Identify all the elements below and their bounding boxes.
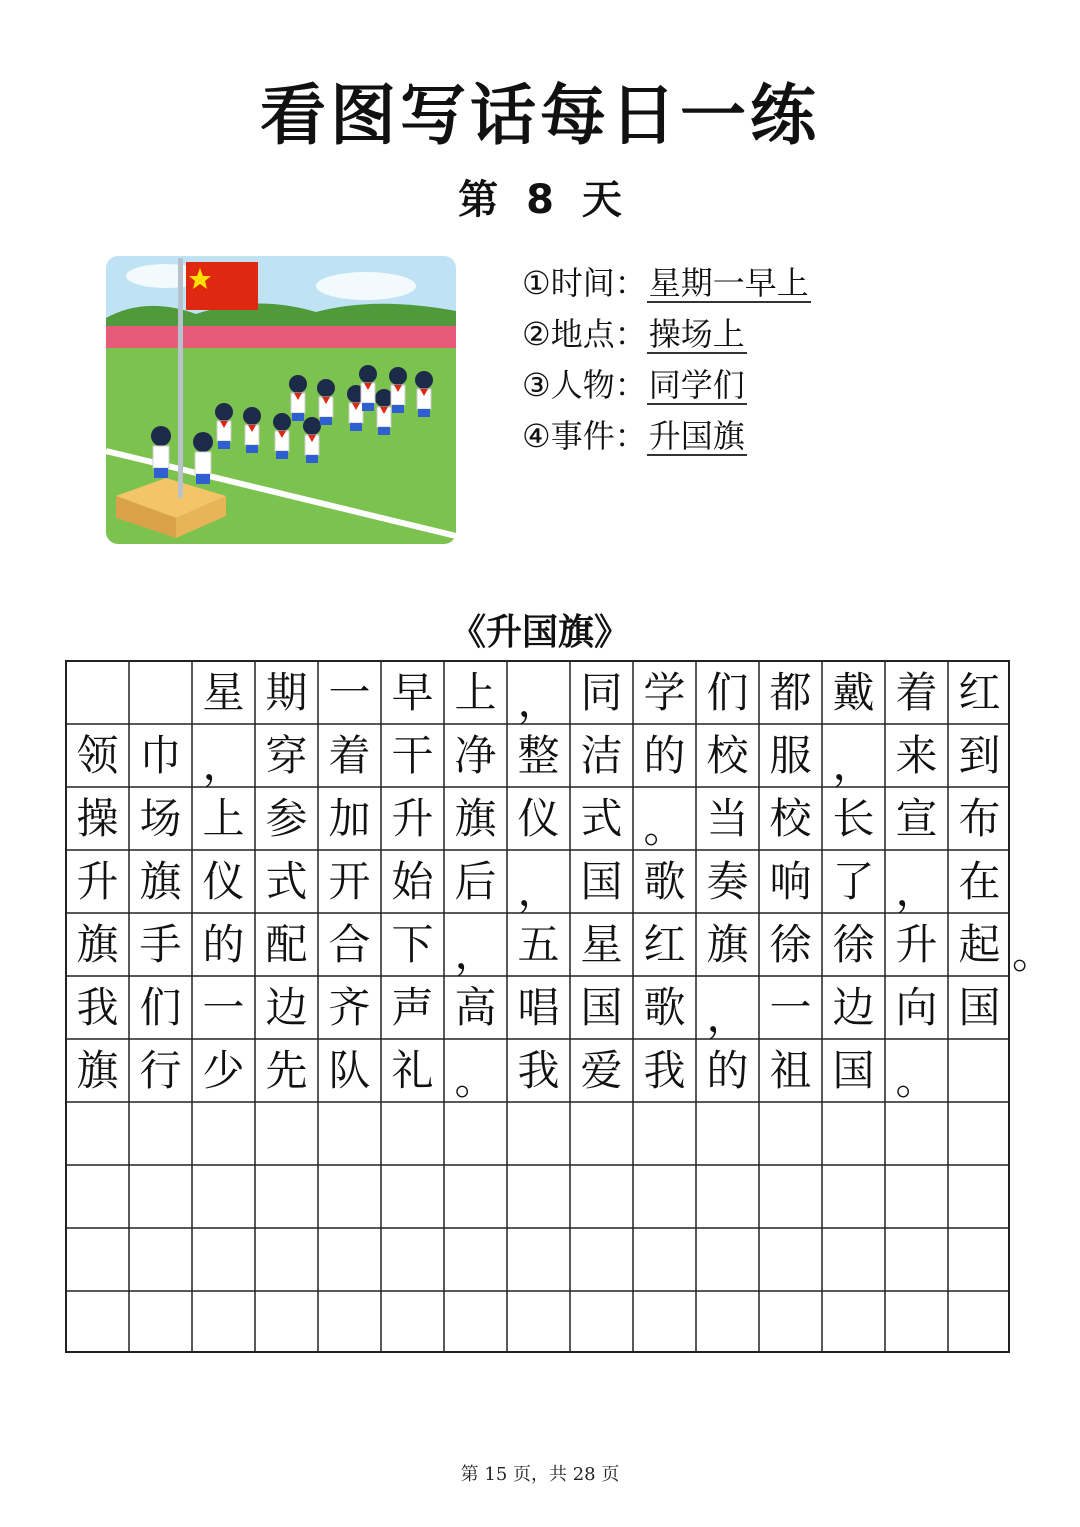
grid-char: 布: [958, 794, 1001, 843]
grid-char: 当: [706, 794, 749, 843]
prompt-place: [522, 309, 811, 360]
grid-char: 洁: [580, 731, 623, 780]
grid-char: 高: [454, 983, 497, 1032]
grid-char: 礼: [391, 1046, 434, 1095]
grid-char: 旗: [76, 920, 119, 969]
grid-char: 升: [76, 857, 119, 906]
grid-char: 整: [517, 731, 560, 780]
prompt-time: [522, 258, 811, 309]
grid-char: 了: [832, 857, 875, 906]
page-footer: 第 15 页，共 28 页: [460, 1464, 620, 1485]
grid-char: 先: [265, 1046, 308, 1095]
prompt-answer: 星期一早上: [648, 264, 809, 302]
grid-char: 升: [895, 920, 938, 969]
grid-char: 一: [769, 983, 812, 1032]
flag-raising-illustration: [106, 256, 456, 544]
grid-char: 校: [706, 731, 749, 780]
grid-char: 来: [895, 731, 938, 780]
grid-char: 场: [139, 794, 182, 843]
grid-char: 一: [202, 983, 245, 1032]
grid-char: 学: [643, 668, 686, 717]
grid-char: 少: [202, 1046, 245, 1095]
grid-char: ，: [895, 866, 938, 915]
grid-char: 配: [265, 920, 308, 969]
grid-char: ，: [832, 740, 875, 789]
prompt-answer: 同学们: [648, 366, 745, 404]
grid-char: 着: [895, 668, 938, 717]
grid-char: 向: [895, 983, 938, 1032]
prompt-label: ③人物：: [522, 366, 647, 404]
grid-char: 齐: [328, 983, 371, 1032]
grid-char: 星: [202, 668, 245, 717]
grid-char: 爱: [580, 1046, 623, 1095]
prompt-answer: 升国旗: [648, 417, 745, 455]
grid-char: ，: [706, 992, 749, 1041]
grid-char: 们: [139, 983, 182, 1032]
grid-char: 穿: [265, 731, 308, 780]
grid-char: 上: [454, 668, 497, 717]
grid-char: 歌: [643, 983, 686, 1032]
grid-char: ，: [202, 740, 245, 789]
grid-char: 始: [391, 857, 434, 906]
grid-char: 祖: [769, 1046, 812, 1095]
grid-char: 旗: [139, 857, 182, 906]
grid-char: 徐: [832, 920, 875, 969]
grid-char: 的: [643, 731, 686, 780]
grid-char: 国: [832, 1046, 875, 1095]
grid-char: 下: [391, 920, 434, 969]
grid-char: 五: [517, 920, 560, 969]
grid-char: 服: [769, 731, 812, 780]
grid-char: 参: [265, 794, 308, 843]
grid-char: 巾: [139, 731, 182, 780]
grid-char: 奏: [706, 857, 749, 906]
grid-char: 起: [958, 920, 1001, 969]
grid-char: 仪: [202, 857, 245, 906]
prompt-answer: 操场上: [648, 315, 745, 353]
grid-char: 升: [391, 794, 434, 843]
grid-char: 我: [76, 983, 119, 1032]
grid-char: 的: [706, 1046, 749, 1095]
grid-char: 徐: [769, 920, 812, 969]
grid-char: ，: [517, 866, 560, 915]
grid-char: 响: [769, 857, 812, 906]
grid-char: 加: [328, 794, 371, 843]
grid-char: 后: [454, 857, 497, 906]
grid-char: 我: [517, 1046, 560, 1095]
grid-char: 边: [265, 983, 308, 1032]
grid-char: 长: [832, 794, 875, 843]
grid-char: 边: [832, 983, 875, 1032]
grid-char: 到: [958, 731, 1001, 780]
grid-char: 都: [769, 668, 812, 717]
grid-char: ，: [517, 677, 560, 726]
grid-char: 旗: [706, 920, 749, 969]
grid-char: 手: [139, 920, 182, 969]
grid-char: 旗: [454, 794, 497, 843]
grid-char: 宣: [895, 794, 938, 843]
prompt-label: ①时间：: [522, 264, 647, 302]
grid-char: 式: [580, 794, 623, 843]
grid-char: 早: [391, 668, 434, 717]
grid-char: 期: [265, 668, 308, 717]
grid-char: 旗: [76, 1046, 119, 1095]
grid-char: 我: [643, 1046, 686, 1095]
grid-char: 国: [580, 857, 623, 906]
grid-char: 星: [580, 920, 623, 969]
grid-char: 同: [580, 668, 623, 717]
grid-char: 开: [328, 857, 371, 906]
grid-char: 国: [580, 983, 623, 1032]
prompt-event: [522, 411, 811, 462]
prompt-label: ④事件：: [522, 417, 647, 455]
grid-char: 仪: [517, 794, 560, 843]
grid-char: 国: [958, 983, 1001, 1032]
grid-char: 队: [328, 1046, 371, 1095]
grid-char: 在: [958, 857, 1001, 906]
prompt-people: [522, 360, 811, 411]
grid-char: 戴: [832, 668, 875, 717]
grid-char: 们: [706, 668, 749, 717]
grid-char: 歌: [643, 857, 686, 906]
grid-char: 上: [202, 794, 245, 843]
grid-char: 。: [454, 1055, 497, 1104]
grid-char: 合: [328, 920, 371, 969]
grid-char: 唱: [517, 983, 560, 1032]
essay-title: 《升国旗》: [449, 612, 630, 653]
grid-char: 。: [895, 1055, 938, 1104]
grid-char: 的: [202, 920, 245, 969]
grid-char: 红: [958, 668, 1001, 717]
grid-char: 。: [643, 803, 686, 852]
grid-char: 式: [265, 857, 308, 906]
grid-char: 声: [391, 983, 434, 1032]
grid-char: 行: [139, 1046, 182, 1095]
page-title: 看图写话每日一练: [260, 77, 820, 154]
grid-char: 校: [769, 794, 812, 843]
grid-char: 净: [454, 731, 497, 780]
day-label: 第 8 天: [458, 177, 622, 223]
grid-char: 一: [328, 668, 371, 717]
grid-char: 红: [643, 920, 686, 969]
grid-char: 操: [76, 794, 119, 843]
overflow-punctuation: 。: [1012, 929, 1055, 978]
writing-grid: [65, 660, 1010, 1353]
prompt-label: ②地点：: [522, 315, 647, 353]
grid-char: 领: [76, 731, 119, 780]
grid-char: 干: [391, 731, 434, 780]
grid-char: 着: [328, 731, 371, 780]
prompt-list: [522, 258, 811, 462]
grid-char: ，: [454, 929, 497, 978]
